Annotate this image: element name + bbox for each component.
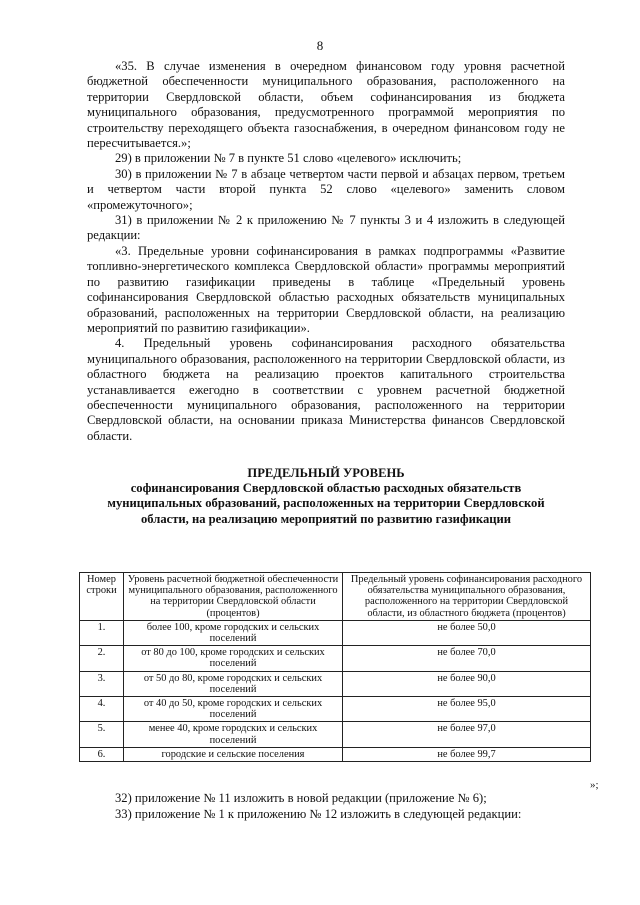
following-items [87,791,607,822]
body-text [87,59,565,444]
row-limit: не более 90,0 [343,671,591,696]
header-cofinancing-limit: Предельный уровень софинансирования расходного обязательства муниципального образования, расположенного на территории Свердловской области, из областного бюджета (процентов) [343,573,591,621]
page-number: 8 [316,38,324,53]
paragraph-item-4: 4. Предельный уровень софинансирования расходного обязательства муниципального образования, расположенного на территории Свердловской области, из областного бюджета на реализацию проектов капитального строительства устанавливается ежегодно в соответствии с уровнем расчетной бюджетной обеспеченности муниципального образования, расположенного на территории Свердловской области, на основании приказа Министерства финансов Свердловской области. [87,336,565,443]
row-limit: не более 95,0 [343,697,591,722]
paragraph-33: 33) приложение № 1 к приложению № 12 изложить в следующей редакции: [115,806,522,821]
paragraph-32: 32) приложение № 11 изложить в новой редакции (приложение № 6); [115,791,487,805]
paragraph-30: 30) в приложении № 7 в абзаце четвертом части первой и абзацах первом, третьем и четвертом части второй пункта 52 слово «целевого» заменить словом «промежуточного»; [87,166,565,212]
row-number: 1. [80,620,124,645]
row-limit: не более 50,0 [343,620,591,645]
paragraph-35: «35. В случае изменения в очередном финансовом году уровня расчетной бюджетной обеспеченности муниципального образования, расположенного на территории Свердловской области, объем софинансирования из бюджета муниципального образования, предусмотренного программой мероприятия по строительству переходящего объекта газоснабжения, в очередном финансовом году не пересчитывается.»; [87,59,565,151]
table-header-row [80,573,591,621]
row-level: менее 40, кроме городских и сельских поселений [124,722,343,747]
table-row [80,722,591,747]
table-closing-quote: »; [590,779,599,791]
row-level: более 100, кроме городских и сельских поселений [124,620,343,645]
table-row [80,646,591,671]
row-number: 5. [80,722,124,747]
row-level: от 40 до 50, кроме городских и сельских поселений [124,697,343,722]
row-number: 6. [80,747,124,761]
row-number: 4. [80,697,124,722]
row-limit: не более 97,0 [343,722,591,747]
table-heading [87,466,565,527]
table-row [80,671,591,696]
cofinancing-limit-table [79,572,591,762]
row-limit: не более 99,7 [343,747,591,761]
table-row [80,620,591,645]
paragraph-item-3: «3. Предельные уровни софинансирования в рамках подпрограммы «Развитие топливно-энергетического комплекса Свердловской области» программы мероприятий по развитию газификации приведены в таблице «Предельный уровень софинансирования Свердловской областью расходных обязательств муниципальных образований, расположенных на территории Свердловской области, на реализацию мероприятий по развитию газификации». [87,243,565,335]
paragraph-31: 31) в приложении № 2 к приложению № 7 пункты 3 и 4 изложить в следующей редакции: [87,213,565,243]
header-budget-level: Уровень расчетной бюджетной обеспеченности муниципального образования, расположенного на территории Свердловской области (процентов) [124,573,343,621]
row-number: 2. [80,646,124,671]
row-level: от 50 до 80, кроме городских и сельских поселений [124,671,343,696]
heading-subtitle: софинансирования Свердловской областью расходных обязательств муниципальных образований, расположенных на территории Свердловской области, на реализацию мероприятий по развитию газификации [107,481,545,526]
table-row [80,697,591,722]
row-number: 3. [80,671,124,696]
table-row [80,747,591,761]
row-limit: не более 70,0 [343,646,591,671]
header-row-number: Номер строки [80,573,124,621]
paragraph-29: 29) в приложении № 7 в пункте 51 слово «целевого» исключить; [115,151,462,166]
row-level: от 80 до 100, кроме городских и сельских поселений [124,646,343,671]
row-level: городские и сельские поселения [124,747,343,761]
heading-title: ПРЕДЕЛЬНЫЙ УРОВЕНЬ [247,466,405,480]
